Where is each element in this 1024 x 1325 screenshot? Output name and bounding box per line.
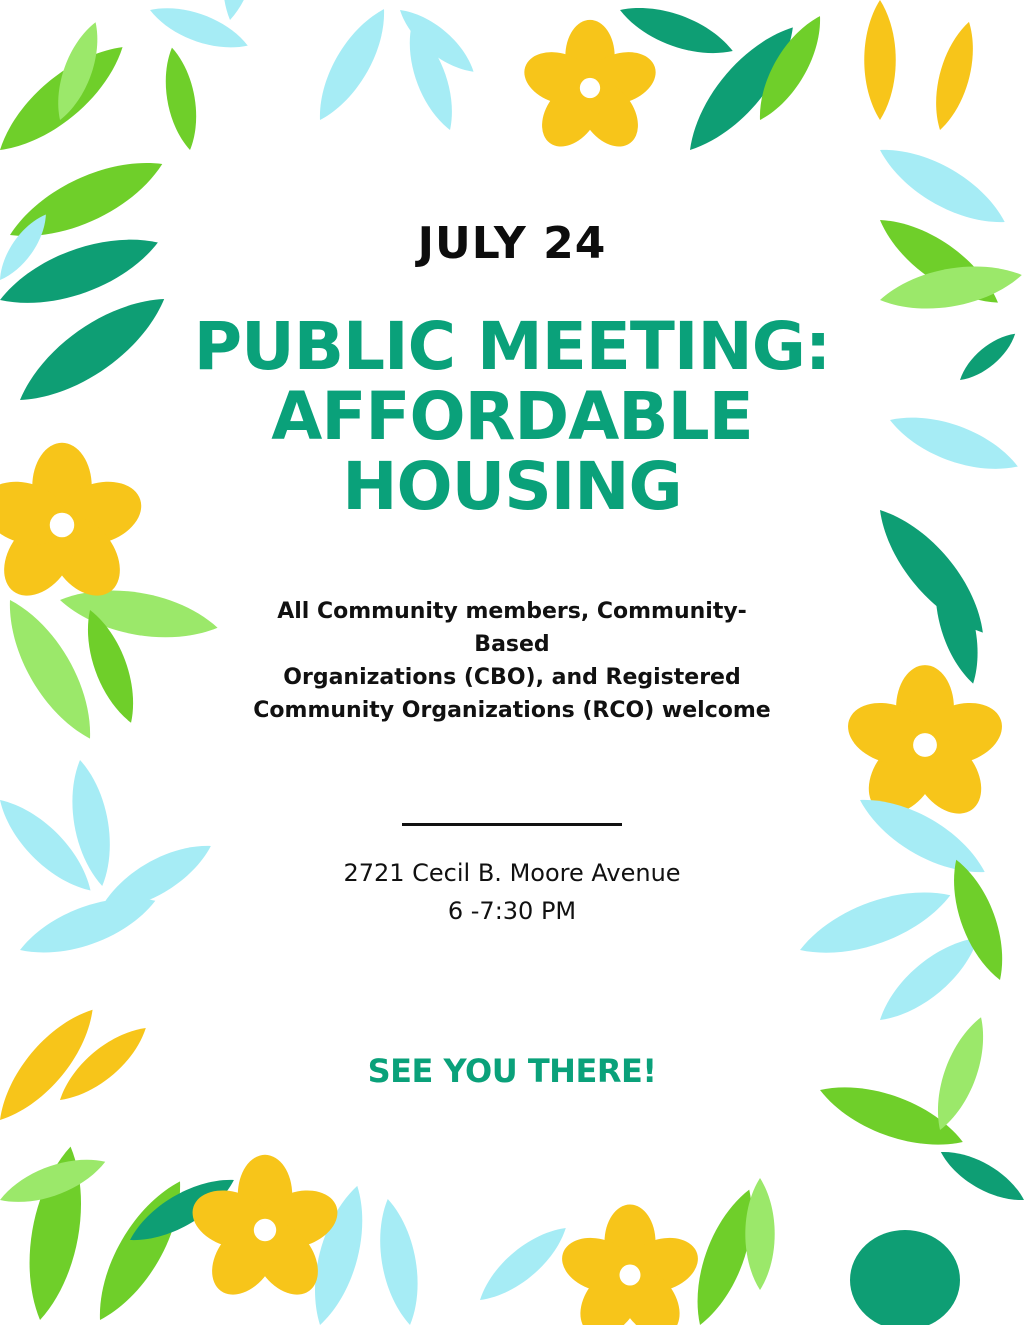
event-address: 2721 Cecil B. Moore Avenue (343, 859, 681, 887)
closing-message: SEE YOU THERE! (367, 1052, 657, 1090)
welcome-line: All Community members, Community- (277, 599, 747, 624)
welcome-line: Community Organizations (RCO) welcome (253, 698, 771, 723)
welcome-line: Organizations (CBO), and Registered (283, 665, 741, 690)
welcome-line: Based (474, 632, 550, 657)
event-time: 6 -7:30 PM (447, 897, 577, 925)
event-title-line: AFFORDABLE (271, 378, 753, 455)
event-date: JULY 24 (417, 218, 607, 269)
event-title-line: PUBLIC MEETING: (193, 308, 831, 385)
divider (402, 823, 622, 826)
event-title-line: HOUSING (342, 448, 682, 525)
event-title (0, 308, 1024, 525)
event-location (0, 854, 1024, 930)
welcome-message (0, 595, 1024, 727)
